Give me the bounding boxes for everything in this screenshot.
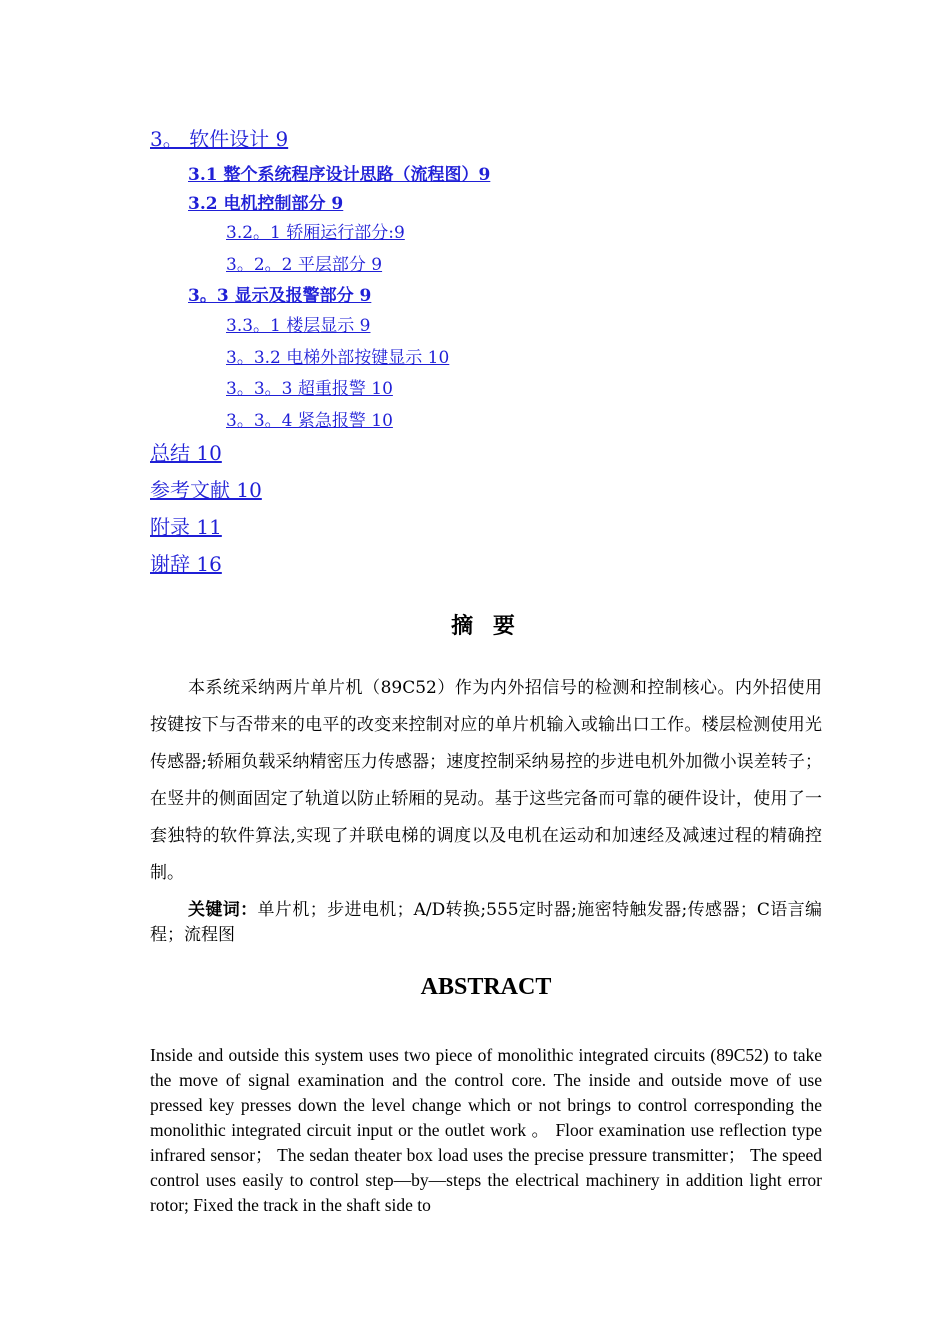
toc-link-summary[interactable]: 总结 10 [150, 441, 222, 465]
toc-link-appendix[interactable]: 附录 11 [150, 515, 222, 539]
abstract-cn-body: 本系统采纳两片单片机（89C52）作为内外招信号的检测和控制核心。内外招使用按键按下与否带来的电平的改变来控制对应的单片机输入或输出口工作。楼层检测使用光传感器;轿厢负载采纳精密压力传感器；速度控制采纳易控的步进电机外加微小误差转子；在竖井的侧面固定了轨道以防止轿厢的晃动。基于这些完备而可靠的硬件设计，使用了一套独特的软件算法,实现了并联电梯的调度以及电机在运动和加速经及减速过程的精确控制。 [150, 678, 822, 883]
toc-link-floor-display[interactable]: 3.3。1 楼层显示 9 [226, 316, 371, 336]
toc-link-acknowledgements[interactable]: 谢辞 16 [150, 552, 222, 576]
abstract-en-heading: ABSTRACT [420, 974, 552, 1000]
abstract-en-body: Inside and outside this system uses two piece of monolithic integrated circuits (89C52) to take the move of signal examination and the control core. The inside and outside move of use pressed key presses down the level change which or not brings to control corresponding the monolithic integrated circuit input or the outlet work 。 Floor examination use reflection type infrared sensor； The sedan theater box load uses the precise pressure transmitter； The speed control uses easily to control step—by—steps the electrical machinery in addition light error rotor; Fixed the track in the shaft side to [150, 1045, 822, 1215]
keywords-text: 单片机；步进电机；A/D转换;555定时器;施密特触发器;传感器；C语言编程；流程图 [150, 900, 822, 945]
keywords-label: 关键词： [188, 900, 258, 920]
toc-link-references[interactable]: 参考文献 10 [150, 478, 262, 502]
toc-link-car-operation[interactable]: 3.2。1 轿厢运行部分:9 [226, 223, 405, 243]
toc-link-software-design[interactable]: 3。 软件设计 9 [150, 127, 289, 151]
toc-link-overload-alarm[interactable]: 3。3。3 超重报警 10 [226, 379, 393, 399]
toc-link-program-design[interactable]: 3.1 整个系统程序设计思路（流程图）9 [188, 165, 491, 185]
toc-link-external-buttons[interactable]: 3。3.2 电梯外部按键显示 10 [226, 348, 450, 368]
toc-link-display-alarm[interactable]: 3。3 显示及报警部分 9 [188, 286, 372, 306]
toc-link-leveling[interactable]: 3。2。2 平层部分 9 [226, 255, 383, 275]
toc-link-emergency-alarm[interactable]: 3。3。4 紧急报警 10 [226, 411, 393, 431]
keywords-line [150, 898, 822, 948]
abstract-cn-heading: 摘 要 [451, 613, 521, 639]
toc-link-motor-control[interactable]: 3.2 电机控制部分 9 [188, 194, 344, 214]
